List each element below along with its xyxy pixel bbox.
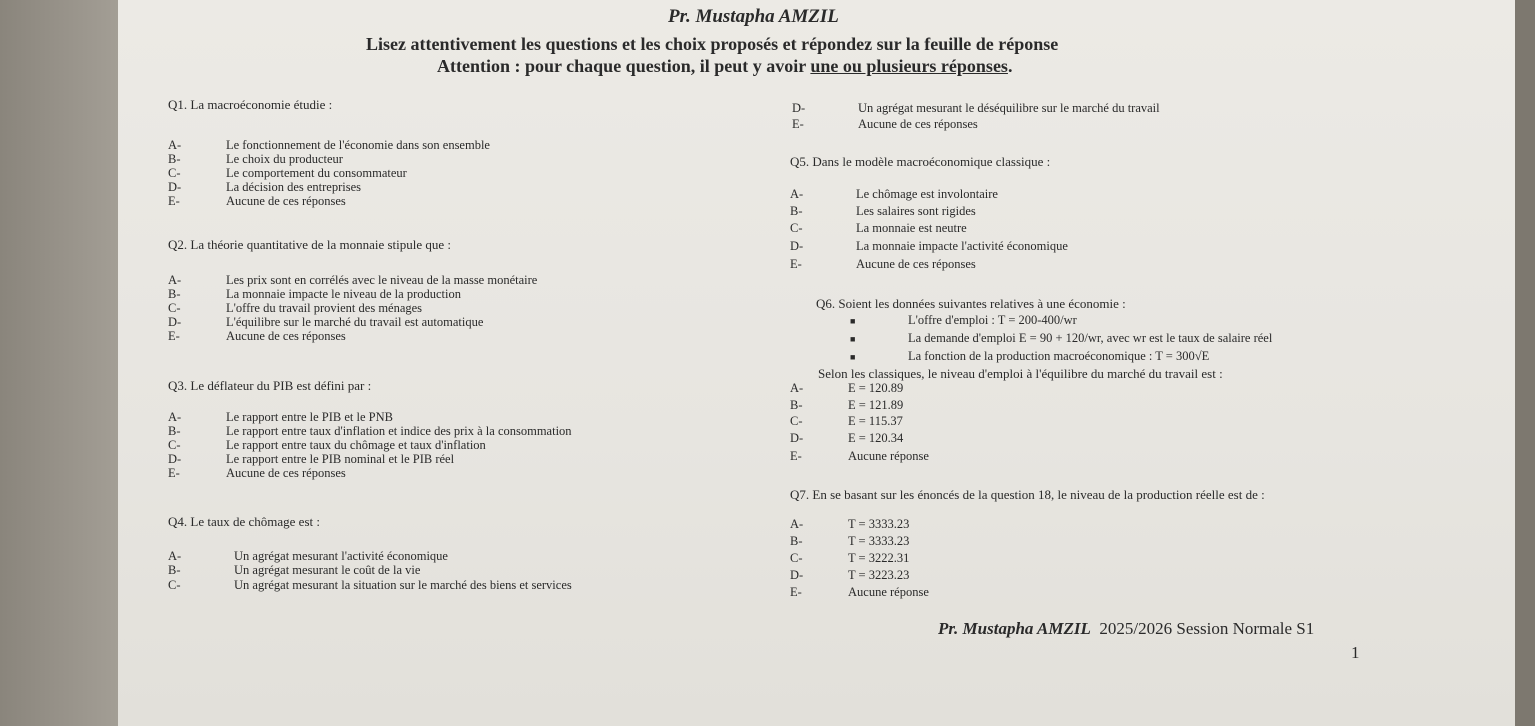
q7-option-e: [790, 586, 929, 599]
option-text: Aucune réponse: [848, 585, 929, 599]
q7-option-b: [790, 535, 909, 548]
q3-option-d: [168, 453, 454, 466]
option-text: Aucune de ces réponses: [856, 257, 976, 271]
option-text: T = 3222.31: [848, 551, 910, 565]
q4-option-a: [168, 550, 448, 563]
option-text: Le comportement du consommateur: [226, 166, 407, 180]
option-letter: A-: [168, 138, 182, 152]
q2-option-d: [168, 316, 483, 329]
option-letter: B-: [168, 424, 181, 438]
option-text: Un agrégat mesurant la situation sur le marché des biens et services: [234, 578, 572, 592]
q3-option-c: [168, 439, 486, 452]
background-right: [1515, 0, 1535, 726]
option-letter: C-: [168, 301, 181, 315]
option-text: Le rapport entre taux du chômage et taux d'inflation: [226, 438, 486, 452]
option-letter: A-: [168, 549, 182, 563]
option-text: Le fonctionnement de l'économie dans son ensemble: [226, 138, 490, 152]
option-letter: C-: [790, 221, 803, 235]
option-letter: E-: [168, 466, 180, 480]
q5-option-e: [790, 258, 976, 271]
option-text: Aucune de ces réponses: [858, 117, 978, 131]
option-text: Les prix sont en corrélés avec le niveau de la masse monétaire: [226, 273, 538, 287]
option-letter: D-: [168, 180, 182, 194]
q5-option-a: [790, 188, 998, 201]
option-letter: B-: [168, 152, 181, 166]
option-letter: B-: [790, 204, 803, 218]
q1-question: Q1. La macroéconomie étudie :: [168, 97, 333, 112]
option-letter: B-: [168, 287, 181, 301]
option-letter: E-: [168, 329, 180, 343]
option-text: T = 3223.23: [848, 568, 910, 582]
q6-option-e: [790, 450, 929, 463]
option-letter: C-: [168, 578, 181, 592]
q6-question: Q6. Soient les données suivantes relatives à une économie :: [816, 296, 1126, 311]
option-text: E = 120.89: [848, 381, 904, 395]
q7-option-a: [790, 518, 909, 531]
q2-option-a: [168, 274, 537, 287]
q1-option-a: [168, 139, 490, 152]
q6-bullet-demand: [850, 331, 1272, 346]
option-text: Aucune de ces réponses: [226, 329, 346, 343]
option-text: Le chômage est involontaire: [856, 187, 998, 201]
q3-option-a: [168, 411, 393, 424]
option-letter: B-: [790, 534, 803, 548]
option-letter: B-: [790, 398, 803, 412]
option-letter: C-: [790, 551, 803, 565]
q6-option-d: [790, 432, 903, 445]
footer-session: 2025/2026 Session Normale S1: [1099, 619, 1315, 638]
q2-option-c: [168, 302, 422, 315]
q6-subquestion: Selon les classiques, le niveau d'emploi à l'équilibre du marché du travail est :: [818, 366, 1223, 381]
q6-option-c: [790, 415, 903, 428]
option-text: La monnaie est neutre: [856, 221, 967, 235]
q4-option-e: [792, 118, 978, 131]
q6-bullet-supply: [850, 313, 1077, 328]
option-text: L'offre du travail provient des ménages: [226, 301, 423, 315]
header-author: Pr. Mustapha AMZIL: [668, 6, 839, 27]
option-letter: D-: [792, 101, 806, 115]
option-text: Le rapport entre taux d'inflation et indice des prix à la consommation: [226, 424, 572, 438]
option-text: La monnaie impacte le niveau de la production: [226, 287, 461, 301]
option-text: La monnaie impacte l'activité économique: [856, 239, 1068, 253]
option-text: E = 115.37: [848, 414, 903, 428]
option-letter: A-: [168, 273, 182, 287]
option-text: Un agrégat mesurant le coût de la vie: [234, 563, 421, 577]
option-letter: E-: [792, 117, 804, 131]
option-letter: E-: [790, 257, 802, 271]
footer-author: Pr. Mustapha AMZIL: [938, 619, 1091, 638]
option-text: Le rapport entre le PIB et le PNB: [226, 410, 393, 424]
q1-option-b: [168, 153, 343, 166]
option-text: L'équilibre sur le marché du travail est automatique: [226, 315, 484, 329]
option-letter: D-: [790, 239, 804, 253]
bullet-icon: ■: [850, 352, 856, 362]
q4-question: Q4. Le taux de chômage est :: [168, 514, 320, 529]
q7-option-c: [790, 552, 909, 565]
q1-option-d: [168, 181, 361, 194]
option-letter: C-: [168, 166, 181, 180]
option-letter: A-: [790, 381, 804, 395]
attention-underlined: une ou plusieurs réponses: [810, 56, 1008, 76]
q5-option-c: [790, 222, 967, 235]
q6-bullet-production: [850, 349, 1209, 364]
option-letter: C-: [790, 414, 803, 428]
option-letter: A-: [168, 410, 182, 424]
option-letter: B-: [168, 563, 181, 577]
option-text: Un agrégat mesurant le déséquilibre sur le marché du travail: [858, 101, 1160, 115]
q2-option-b: [168, 288, 461, 301]
option-letter: C-: [168, 438, 181, 452]
q3-option-e: [168, 467, 346, 480]
q4-option-b: [168, 564, 420, 577]
option-text: Le rapport entre le PIB nominal et le PIB réel: [226, 452, 455, 466]
option-letter: E-: [790, 585, 802, 599]
q3-option-b: [168, 425, 572, 438]
q6-option-b: [790, 399, 903, 412]
page-number: 1: [1351, 643, 1360, 662]
footer: [938, 619, 1314, 639]
option-text: Aucune de ces réponses: [226, 466, 346, 480]
q2-question: Q2. La théorie quantitative de la monnaie stipule que :: [168, 237, 452, 252]
q3-question: Q3. Le déflateur du PIB est défini par :: [168, 378, 372, 393]
option-text: Les salaires sont rigides: [856, 204, 976, 218]
option-text: Un agrégat mesurant l'activité économique: [234, 549, 448, 563]
option-letter: E-: [168, 194, 180, 208]
bullet-text: La demande d'emploi E = 90 + 120/wr, avec wr est le taux de salaire réel: [908, 331, 1273, 345]
q7-question: Q7. En se basant sur les énoncés de la question 18, le niveau de la production réelle est de :: [790, 487, 1265, 502]
option-letter: A-: [790, 517, 804, 531]
option-text: T = 3333.23: [848, 534, 910, 548]
option-text: Aucune réponse: [848, 449, 929, 463]
q5-option-b: [790, 205, 976, 218]
q7-option-d: [790, 569, 909, 582]
background-left: [0, 0, 118, 726]
option-letter: D-: [790, 431, 804, 445]
option-letter: E-: [790, 449, 802, 463]
q4-option-c: [168, 579, 572, 592]
option-text: E = 121.89: [848, 398, 904, 412]
option-text: La décision des entreprises: [226, 180, 362, 194]
q1-option-c: [168, 167, 407, 180]
q2-option-e: [168, 330, 346, 343]
option-text: Aucune de ces réponses: [226, 194, 346, 208]
bullet-icon: ■: [850, 316, 856, 326]
q5-question: Q5. Dans le modèle macroéconomique classique :: [790, 154, 1051, 169]
option-text: E = 120.34: [848, 431, 904, 445]
header-attention: [437, 56, 1012, 77]
q1-option-e: [168, 195, 346, 208]
option-letter: D-: [790, 568, 804, 582]
option-text: T = 3333.23: [848, 517, 910, 531]
bullet-icon: ■: [850, 334, 856, 344]
q5-option-d: [790, 240, 1068, 253]
bullet-text: La fonction de la production macroéconomique : T = 300√E: [908, 349, 1210, 363]
option-letter: D-: [168, 315, 182, 329]
q6-option-a: [790, 382, 903, 395]
option-text: Le choix du producteur: [226, 152, 343, 166]
header-instructions: Lisez attentivement les questions et les choix proposés et répondez sur la feuille de réponse: [366, 34, 1059, 54]
attention-suffix: .: [1007, 56, 1013, 76]
attention-prefix: Attention : pour chaque question, il peut y avoir: [437, 56, 811, 76]
bullet-text: L'offre d'emploi : T = 200-400/wr: [908, 313, 1077, 327]
option-letter: D-: [168, 452, 182, 466]
option-letter: A-: [790, 187, 804, 201]
q4-option-d: [792, 102, 1160, 115]
